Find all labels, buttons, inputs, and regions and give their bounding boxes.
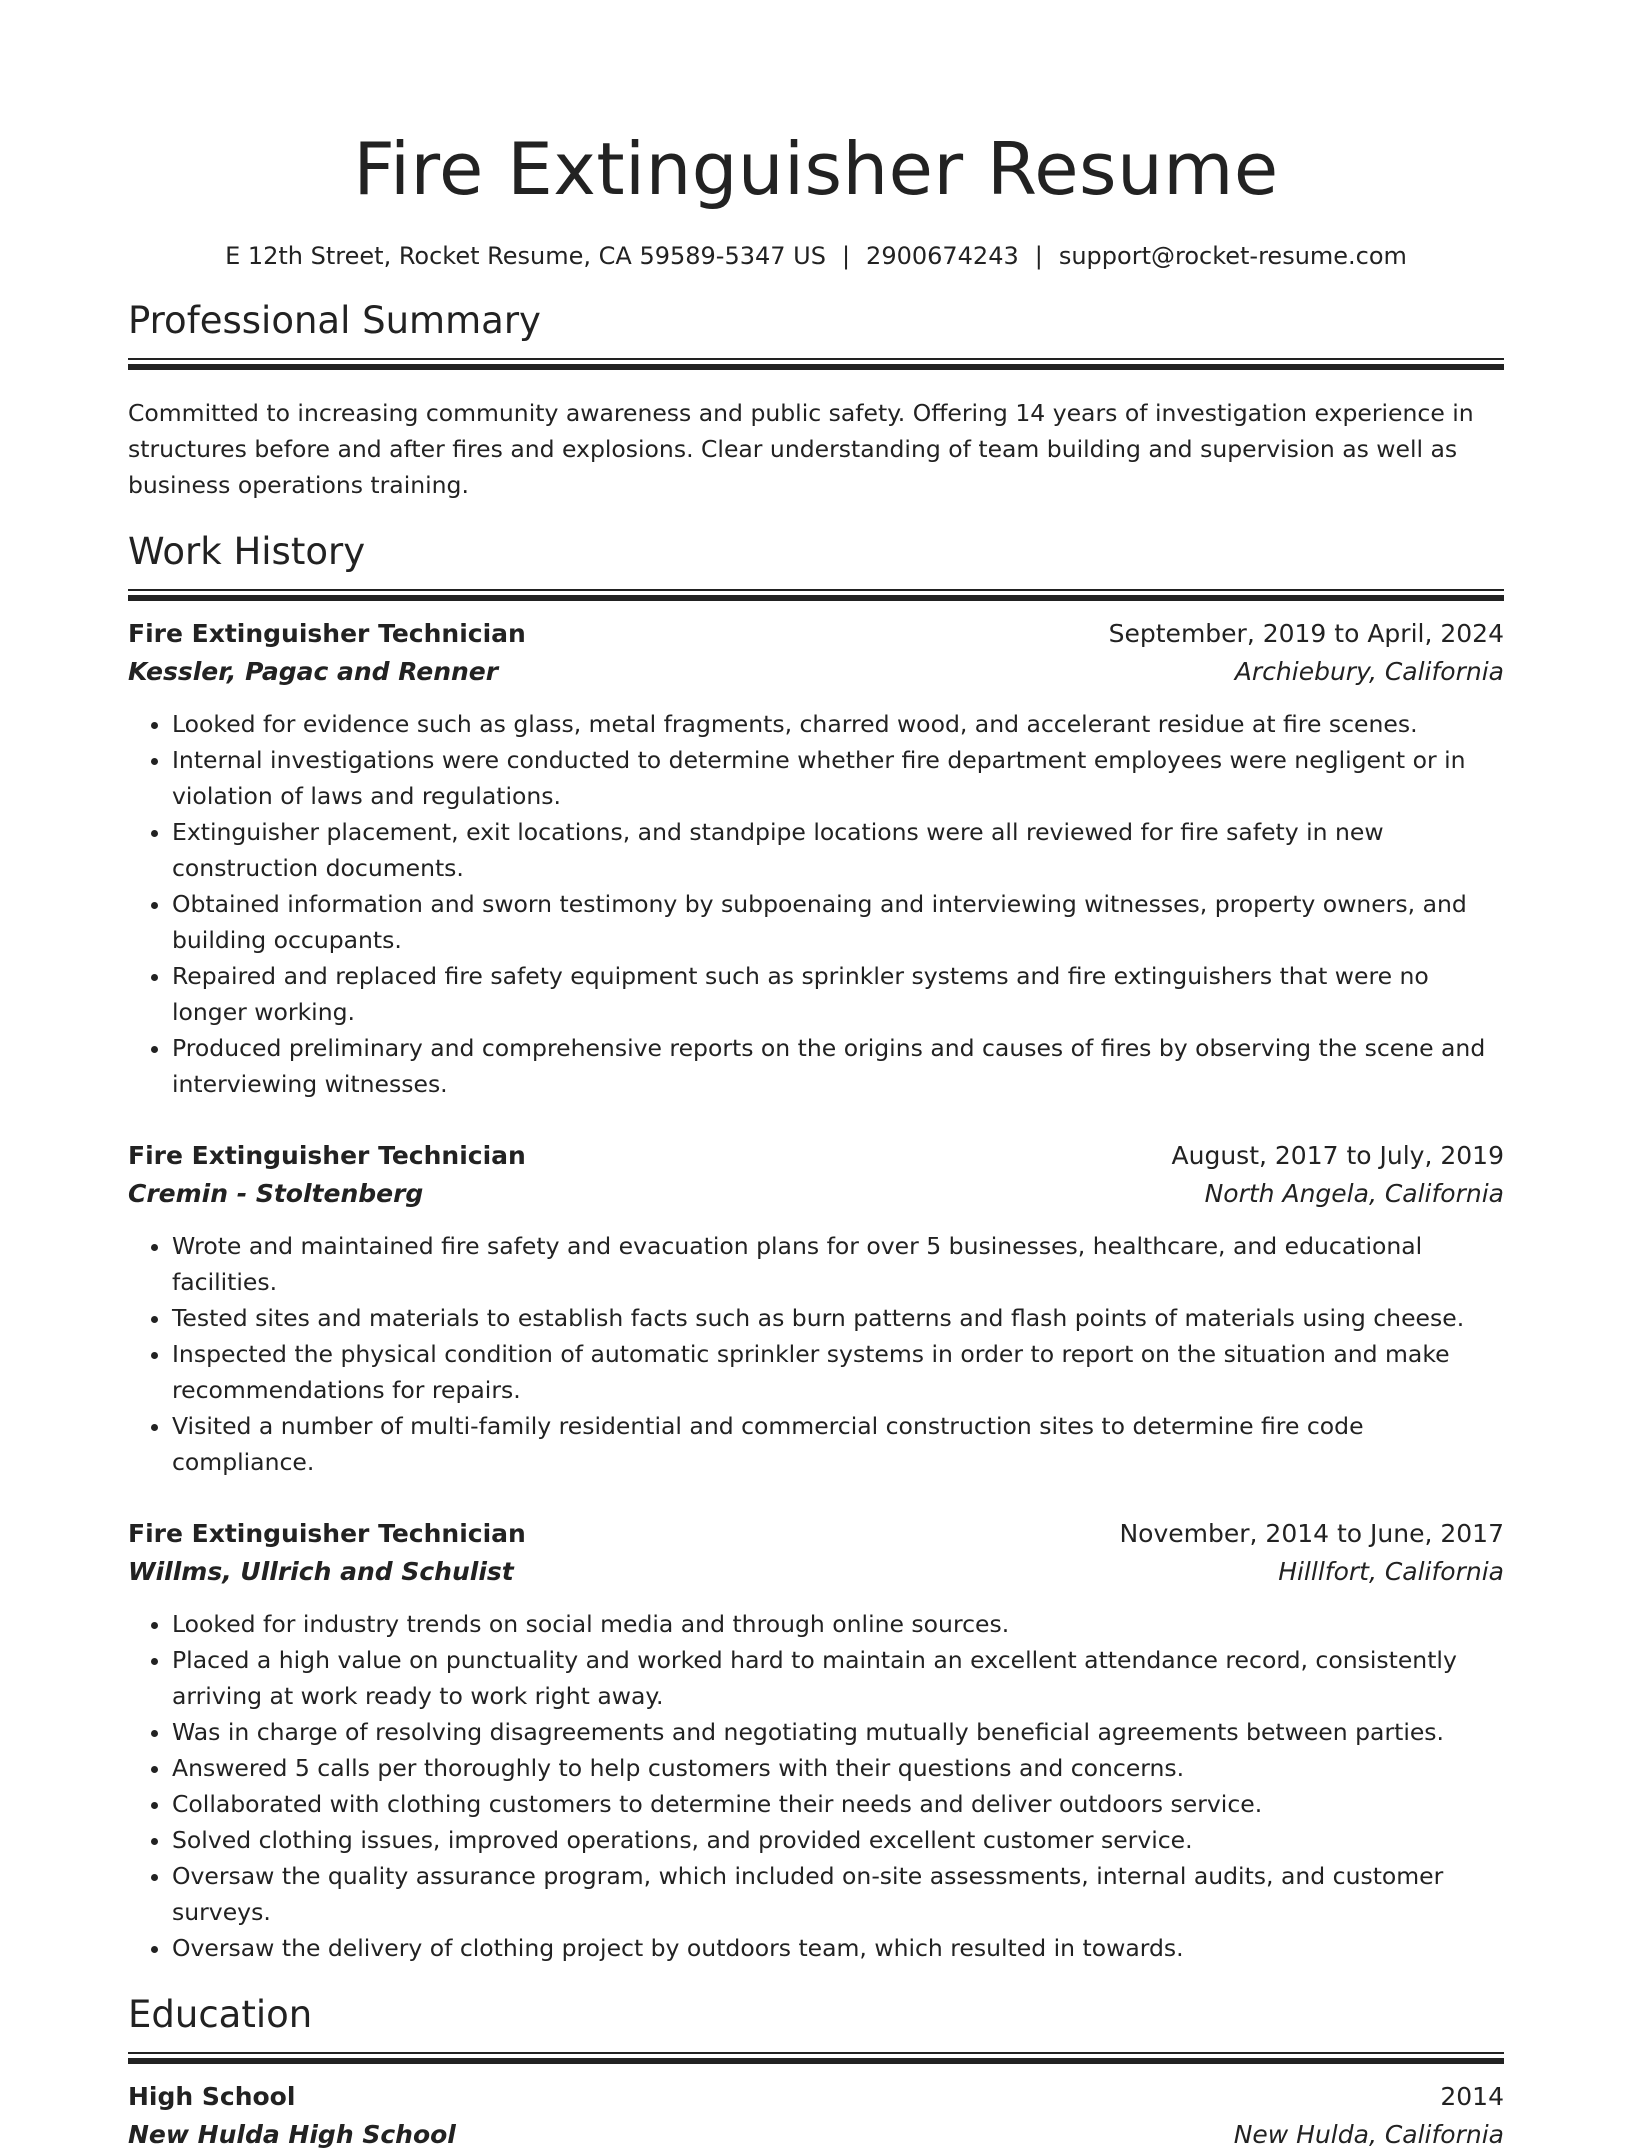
list-item: • Placed a high value on punctuality and worked hard to maintain an excellent attendance record, consistently arriving at work ready to work right away. <box>172 1642 1504 1714</box>
work-history-section <box>128 529 1504 1966</box>
list-item: • Wrote and maintained fire safety and evacuation plans for over 5 businesses, healthcare, and educational facilities. <box>172 1228 1504 1300</box>
job-dates: August, 2017 to July, 2019 <box>1171 1141 1504 1170</box>
section-divider <box>128 589 1504 598</box>
list-item: • Oversaw the quality assurance program, which included on-site assessments, internal audits, and customer surveys. <box>172 1858 1504 1930</box>
education-year: 2014 <box>1440 2082 1504 2111</box>
education-section <box>128 1992 1504 2155</box>
list-item: • Obtained information and sworn testimony by subpoenaing and interviewing witnesses, property owners, and building occupants. <box>172 886 1504 958</box>
contact-phone: 2900674243 <box>866 242 1019 270</box>
education-entry <box>128 2079 1504 2155</box>
job-company-row <box>128 1552 1504 1592</box>
education-header-row <box>128 2079 1504 2115</box>
job-header-row <box>128 1138 1504 1174</box>
job-title: Fire Extinguisher Technician <box>128 1519 526 1548</box>
summary-section <box>128 298 1504 503</box>
job-company: Cremin - Stoltenberg <box>128 1179 424 1208</box>
job-location: North Angela, California <box>1204 1179 1504 1208</box>
contact-separator: | <box>841 242 851 270</box>
contact-separator: | <box>1034 242 1043 270</box>
section-divider <box>128 2052 1504 2061</box>
job-bullets <box>128 1606 1504 1966</box>
list-item: • Extinguisher placement, exit locations, and standpipe locations were all reviewed for fire safety in new construction documents. <box>172 814 1504 886</box>
list-item: • Looked for industry trends on social media and through online sources. <box>172 1606 1504 1642</box>
job-dates: November, 2014 to June, 2017 <box>1119 1519 1504 1548</box>
contact-address: E 12th Street, Rocket Resume, CA 59589-5347 US <box>225 242 826 270</box>
list-item: • Answered 5 calls per thoroughly to help customers with their questions and concerns. <box>172 1750 1504 1786</box>
resume-name: Fire Extinguisher Resume <box>353 127 1279 211</box>
education-degree: High School <box>128 2082 296 2111</box>
education-school: New Hulda High School <box>128 2120 456 2149</box>
list-item: • Was in charge of resolving disagreements and negotiating mutually beneficial agreements between parties. <box>172 1714 1504 1750</box>
section-title-summary: Professional Summary <box>128 299 541 342</box>
section-title-education: Education <box>128 1993 313 2036</box>
job-title: Fire Extinguisher Technician <box>128 619 526 648</box>
job-company-row <box>128 1174 1504 1214</box>
list-item: • Looked for evidence such as glass, metal fragments, charred wood, and accelerant residue at fire scenes. <box>172 706 1504 742</box>
resume-page <box>128 0 1504 2155</box>
section-title-work-history: Work History <box>128 530 366 573</box>
job-location: Hilllfort, California <box>1278 1557 1504 1586</box>
list-item: • Produced preliminary and comprehensive reports on the origins and causes of fires by observing the scene and interviewing witnesses. <box>172 1030 1504 1102</box>
education-school-row <box>128 2115 1504 2155</box>
list-item: • Oversaw the delivery of clothing project by outdoors team, which resulted in towards. <box>172 1930 1504 1966</box>
job-entry <box>128 616 1504 1102</box>
list-item: • Tested sites and materials to establish facts such as burn patterns and flash points of materials using cheese. <box>172 1300 1504 1336</box>
job-company: Kessler, Pagac and Renner <box>128 657 499 686</box>
job-entry <box>128 1138 1504 1480</box>
job-header-row <box>128 1516 1504 1552</box>
section-divider <box>128 358 1504 367</box>
job-title: Fire Extinguisher Technician <box>128 1141 526 1170</box>
job-location: Archiebury, California <box>1234 657 1504 686</box>
job-dates: September, 2019 to April, 2024 <box>1108 619 1504 648</box>
job-bullets <box>128 706 1504 1102</box>
list-item: • Visited a number of multi-family residential and commercial construction sites to determine fire code compliance. <box>172 1408 1504 1480</box>
education-location: New Hulda, California <box>1233 2120 1504 2149</box>
summary-text: Committed to increasing community awareness and public safety. Offering 14 years of investigation experience in structures before and after fires and explosions. Clear understanding of team building and supervision as well as business operations training. <box>128 399 1474 499</box>
list-item: • Repaired and replaced fire safety equipment such as sprinkler systems and fire extinguishers that were no longer working. <box>172 958 1504 1030</box>
list-item: • Solved clothing issues, improved operations, and provided excellent customer service. <box>172 1822 1504 1858</box>
job-header-row <box>128 616 1504 652</box>
job-company: Willms, Ullrich and Schulist <box>128 1557 514 1586</box>
list-item: • Inspected the physical condition of automatic sprinkler systems in order to report on the situation and make recommendations for repairs. <box>172 1336 1504 1408</box>
job-bullets <box>128 1228 1504 1480</box>
job-entry <box>128 1516 1504 1966</box>
list-item: • Internal investigations were conducted to determine whether fire department employees were negligent or in violation of laws and regulations. <box>172 742 1504 814</box>
contact-email: support@rocket-resume.com <box>1058 242 1407 270</box>
contact-line <box>128 240 1504 272</box>
job-company-row <box>128 652 1504 692</box>
list-item: • Collaborated with clothing customers to determine their needs and deliver outdoors service. <box>172 1786 1504 1822</box>
